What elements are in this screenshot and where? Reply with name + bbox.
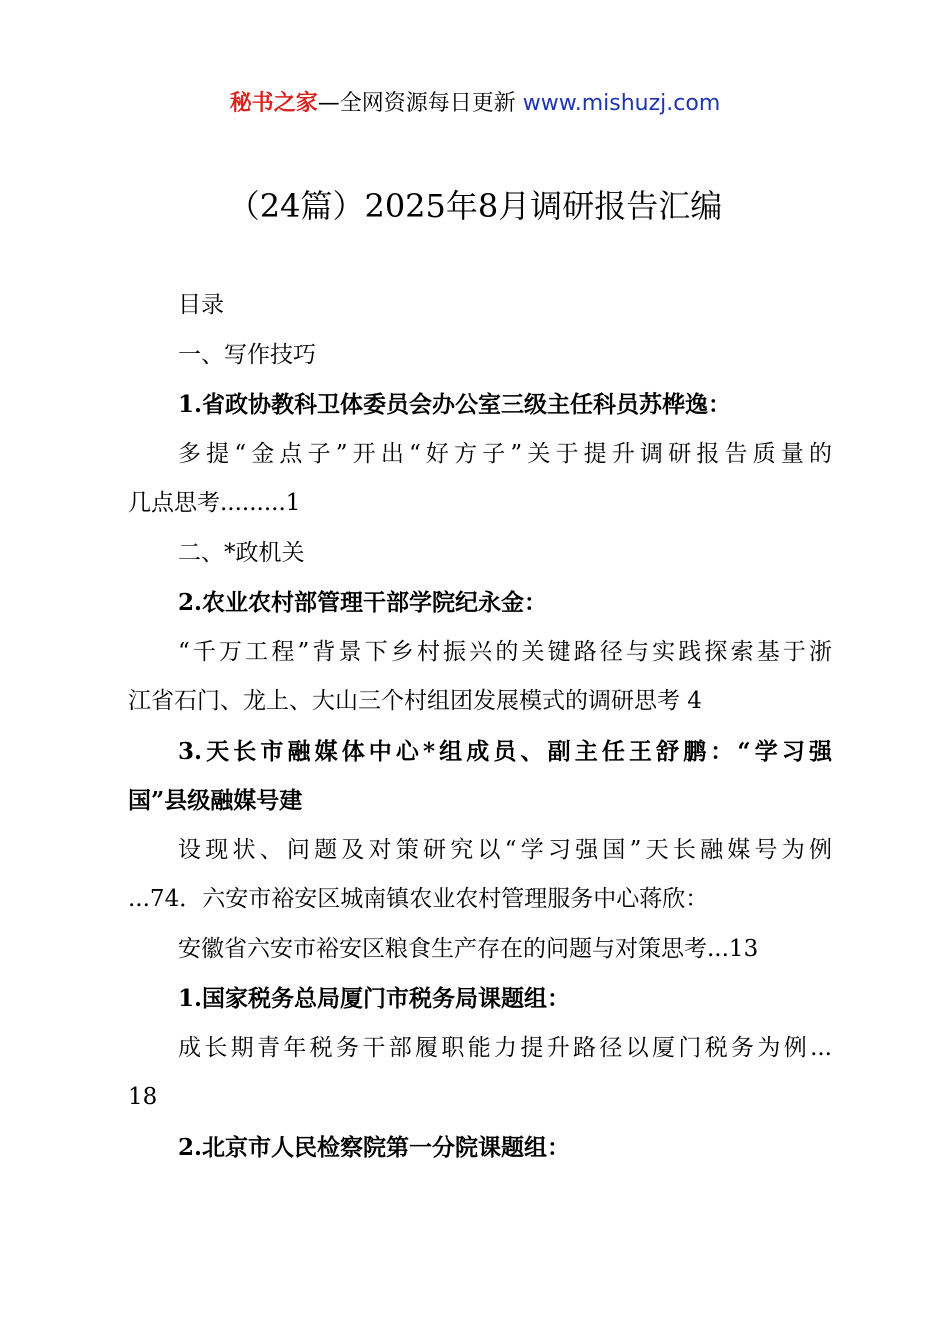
- toc-entry-title: 几点思考.........1: [128, 490, 301, 516]
- toc-section-heading: 一、写作技巧: [178, 341, 316, 368]
- toc-entry-title: ...74．六安市裕安区城南镇农业农村管理服务中心蒋欣：: [128, 886, 709, 912]
- toc-entry-author: 2.北京市人民检察院第一分院课题组：: [178, 1133, 571, 1161]
- toc-heading: 目录: [178, 292, 224, 318]
- toc-entry-title: 成长期青年税务干部履职能力提升路径以厦门税务为例...: [178, 1034, 832, 1061]
- toc-section-heading: 二、*政机关: [178, 539, 305, 566]
- toc-entry-title: 设现状、问题及对策研究以“学习强国”天长融媒号为例: [178, 836, 832, 863]
- toc-entry-author: 2.农业农村部管理干部学院纪永金：: [178, 589, 548, 616]
- toc-entry-title: “千万工程”背景下乡村振兴的关键路径与实践探索基于浙: [178, 638, 832, 665]
- document-title: （24篇）2025年8月调研报告汇编: [227, 187, 723, 225]
- site-header: [0, 86, 950, 122]
- toc-entry-title: 安徽省六安市裕安区粮食生产存在的问题与对策思考...13: [178, 935, 759, 962]
- toc-entry-author: 3.天长市融媒体中心*组成员、副主任王舒鹏：“学习强: [178, 737, 832, 765]
- toc-entry-title: 多提“金点子”开出“好方子”关于提升调研报告质量的: [178, 440, 832, 467]
- toc-entry-page-number: 18: [128, 1084, 158, 1110]
- site-url-link[interactable]: www.mishuzj.com: [522, 91, 721, 116]
- toc-entry-author: 1.省政协教科卫体委员会办公室三级主任科员苏桦逸：: [178, 391, 732, 418]
- site-brand: 秘书之家: [229, 91, 318, 116]
- toc-entry-author: 1.国家税务总局厦门市税务局课题组：: [178, 985, 571, 1012]
- site-tagline: —全网资源每日更新: [317, 91, 516, 116]
- toc-entry-author: 国”县级融媒号建: [128, 787, 303, 814]
- table-of-contents: [128, 281, 832, 1172]
- toc-entry-title: 江省石门、龙上、大山三个村组团发展模式的调研思考 4: [128, 688, 702, 714]
